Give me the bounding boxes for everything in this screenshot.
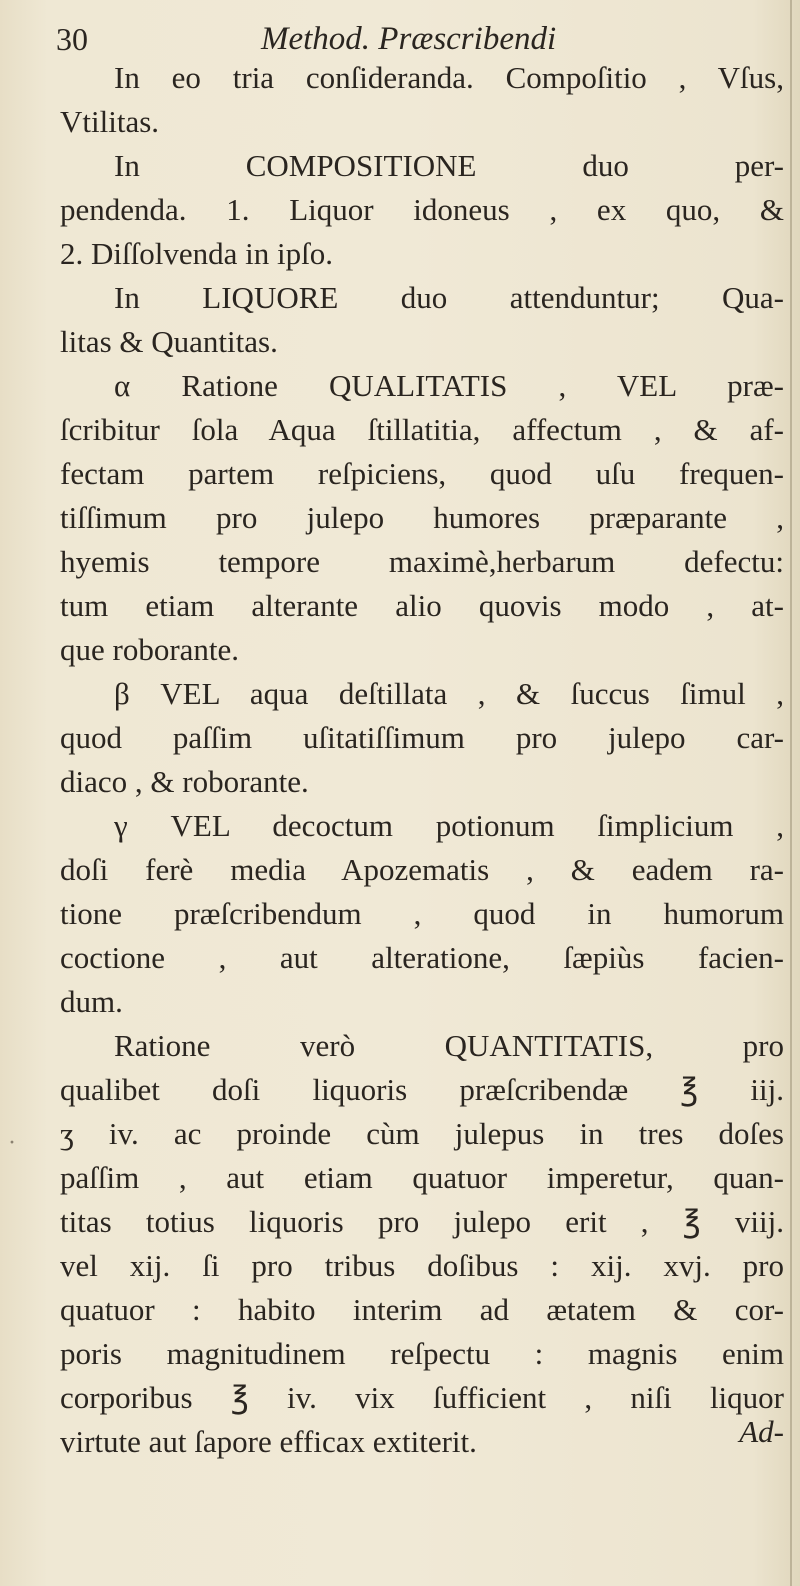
text-line: quod paſſim uſitatiſſimum pro julepo car- xyxy=(60,720,784,755)
running-head: Method. Præscribendi xyxy=(261,21,557,57)
text-line: tiſſimum pro julepo humores præparante , xyxy=(60,500,784,535)
text-line: tum etiam alterante alio quovis modo , at- xyxy=(60,588,784,623)
text-line: coctione , aut alteratione, ſæpiùs facien- xyxy=(60,940,784,975)
page-number: 30 xyxy=(56,21,88,57)
catchword-row xyxy=(60,1410,784,1454)
text-line: tione præſcribendum , quod in humorum xyxy=(60,896,784,931)
text-line: virtute aut ſapore efficax extiterit. xyxy=(60,1424,477,1459)
text-line: qualibet doſi liquoris præſcribendæ ℥ iij. xyxy=(60,1072,784,1107)
text-line: paſſim , aut etiam quatuor imperetur, quan- xyxy=(60,1160,784,1195)
text-line: pendenda. 1. Liquor idoneus , ex quo, & xyxy=(60,192,784,227)
text-line: que roborante. xyxy=(60,632,240,667)
text-line: corporibus ℥ iv. vix ſufficient , niſi liquor xyxy=(60,1380,784,1415)
text-line: litas & Quantitas. xyxy=(60,324,278,359)
catchword: Ad- xyxy=(739,1414,784,1449)
text-line: ʒ iv. ac proinde cùm julepus in tres doſes xyxy=(60,1116,784,1151)
text-line: In eo tria conſideranda. Compoſitio , Vſus, xyxy=(114,60,784,95)
text-line: diaco , & roborante. xyxy=(60,764,309,799)
text-line: hyemis tempore maximè,herbarum defectu: xyxy=(60,544,784,579)
text-line: titas totius liquoris pro julepo erit , ℥ viij. xyxy=(60,1204,784,1239)
text-line: Ratione verò QUANTITATIS, pro xyxy=(114,1028,784,1063)
text-line: In LIQUORE duo attenduntur; Qua- xyxy=(114,280,784,315)
text-line: α Ratione QUALITATIS , VEL præ- xyxy=(114,368,784,403)
text-line: poris magnitudinem reſpectu : magnis enim xyxy=(60,1336,784,1371)
text-line: fectam partem reſpiciens, quod uſu frequen- xyxy=(60,456,784,491)
page-edge xyxy=(790,0,792,1586)
body-text xyxy=(60,56,784,1464)
text-line: dum. xyxy=(60,984,123,1019)
text-line: In COMPOSITIONE duo per- xyxy=(114,148,784,183)
text-line: vel xij. ſi pro tribus doſibus : xij. xvj. pro xyxy=(60,1248,784,1283)
text-line: quatuor : habito interim ad ætatem & cor- xyxy=(60,1292,784,1327)
text-line: Vtilitas. xyxy=(60,104,160,139)
text-line: 2. Diſſolvenda in ipſo. xyxy=(60,236,333,271)
text-line: γ VEL decoctum potionum ſimplicium , xyxy=(114,808,784,843)
text-line: doſi ferè media Apozematis , & eadem ra- xyxy=(60,852,784,887)
margin-speck: · xyxy=(8,1130,16,1156)
text-line: ſcribitur ſola Aqua ſtillatitia, affectum , & af- xyxy=(60,412,784,447)
text-line: β VEL aqua deſtillata , & ſuccus ſimul , xyxy=(114,676,784,711)
